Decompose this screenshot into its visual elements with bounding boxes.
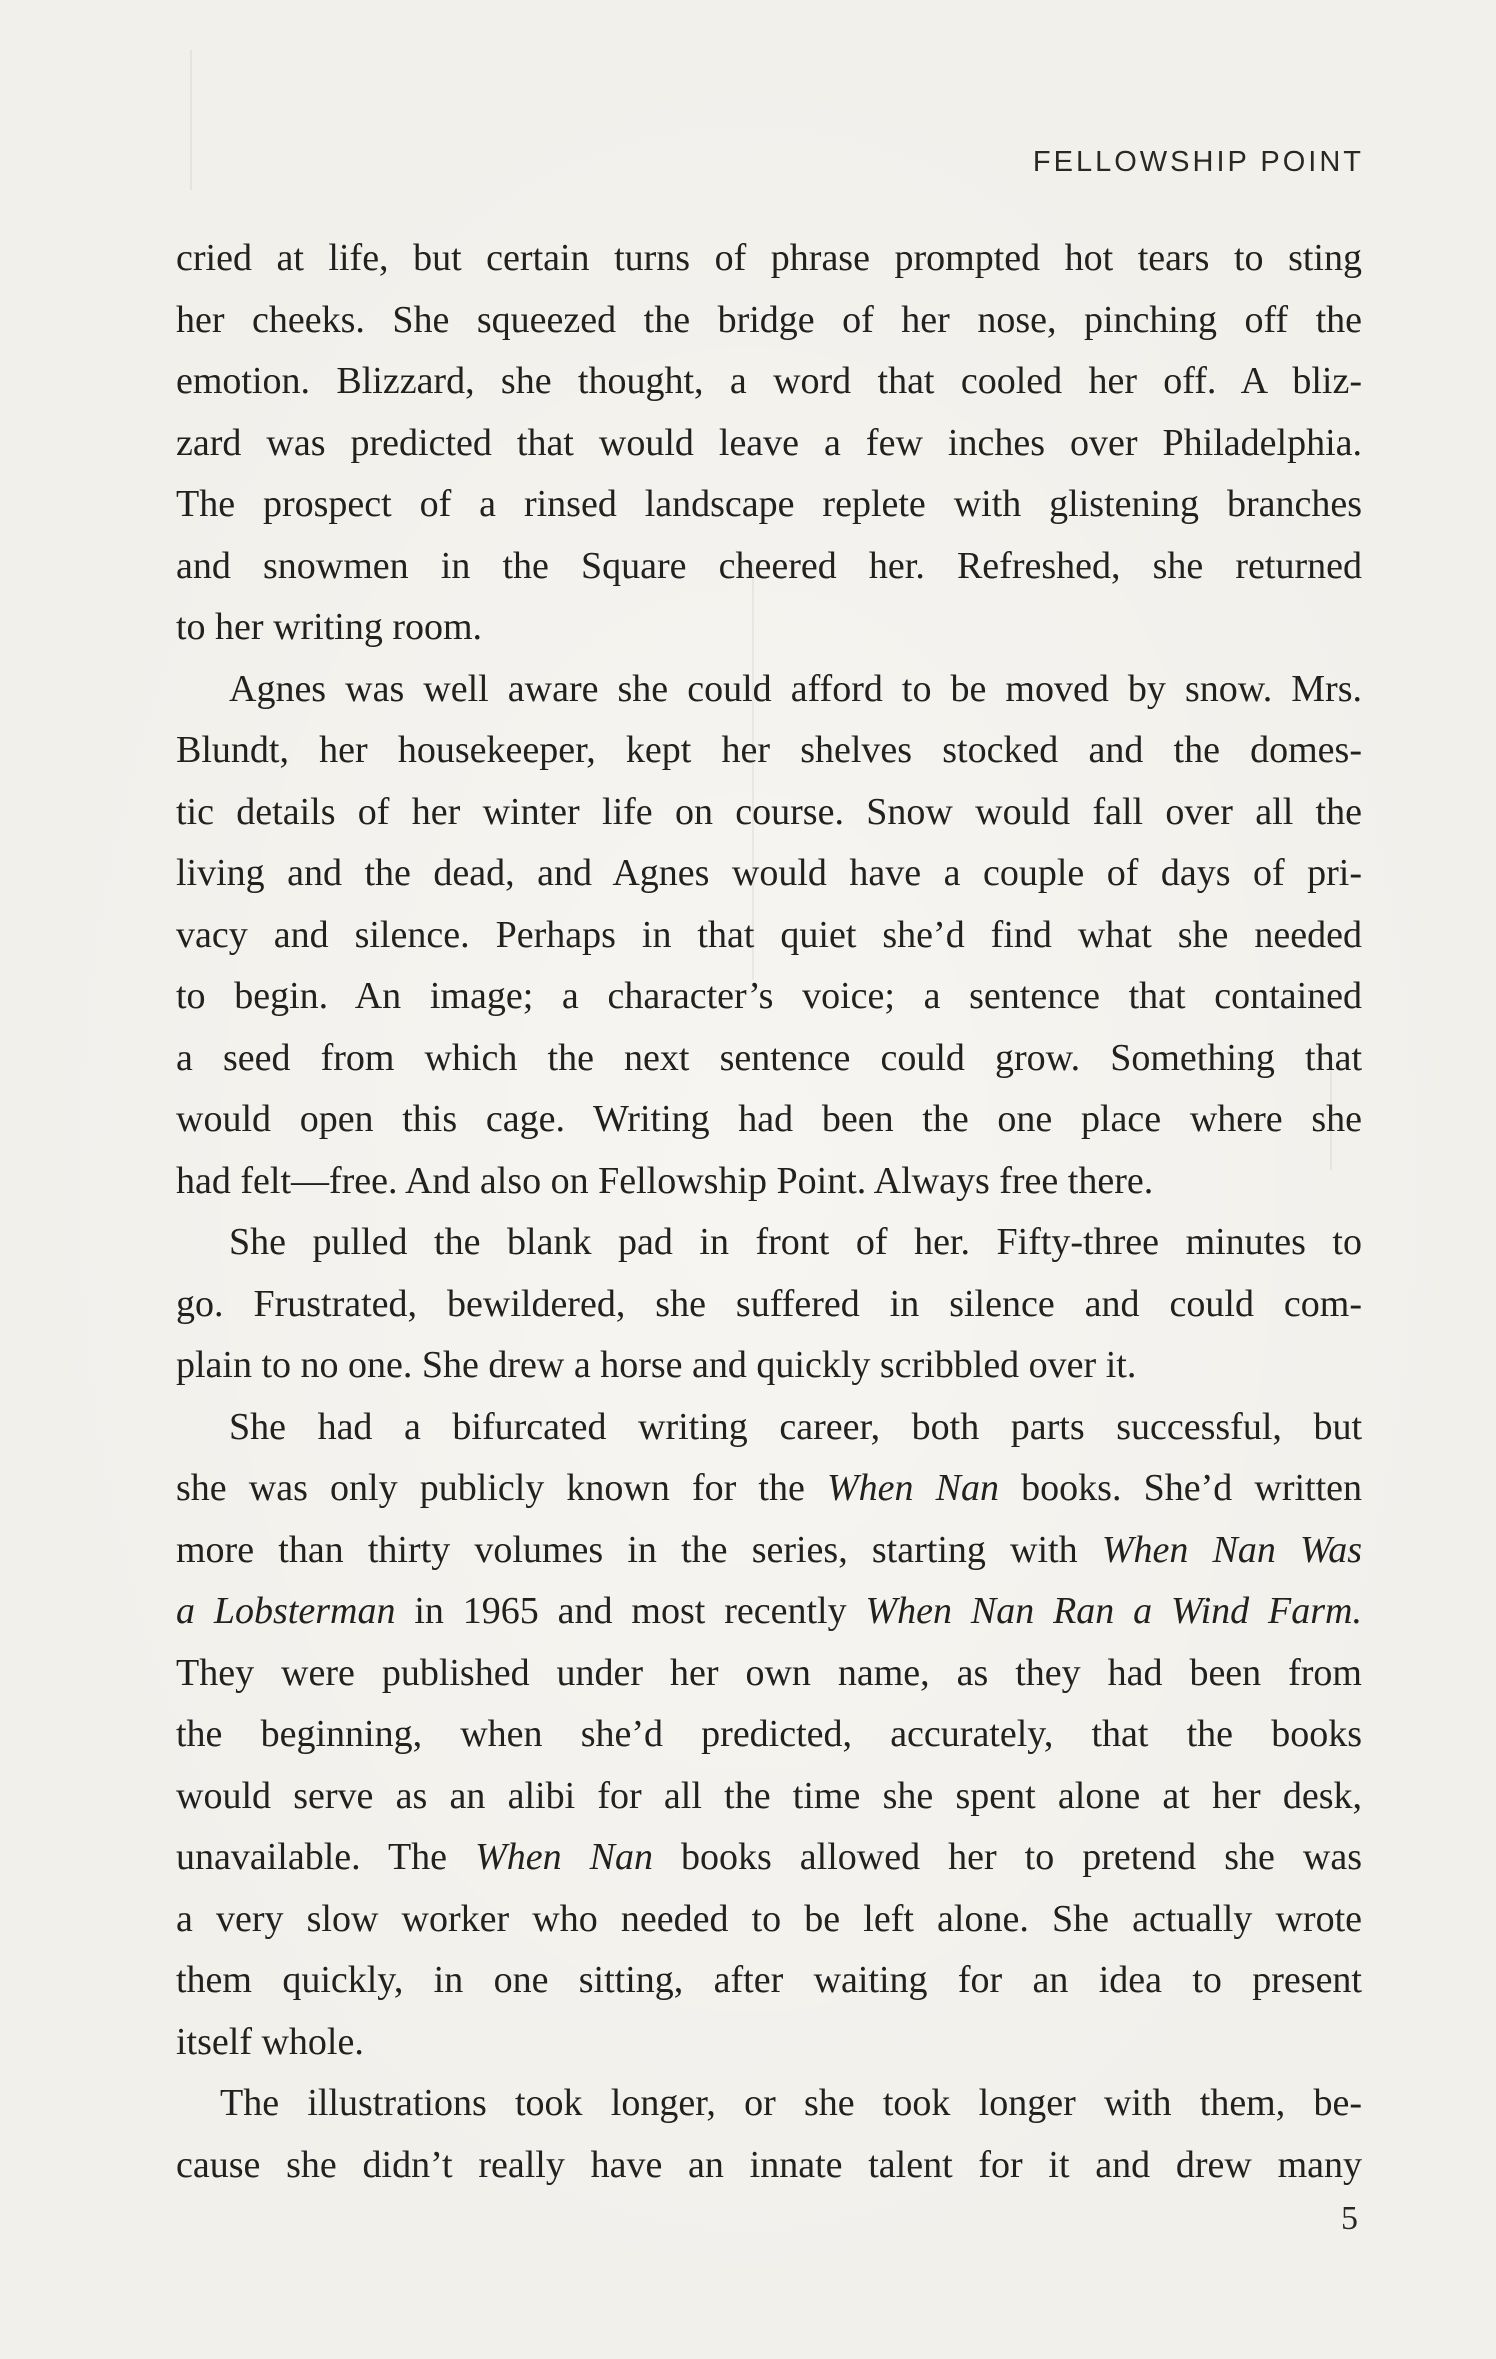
- text-line: [176, 228, 1362, 290]
- text-line: [176, 905, 1362, 967]
- text-run: books. She’d written: [999, 1467, 1363, 1509]
- text-run: The prospect of a rinsed landscape replete with glistening branches: [176, 483, 1362, 525]
- text-run: unavailable. The: [176, 1836, 476, 1878]
- text-run: in 1965 and most recently: [395, 1590, 866, 1632]
- text-run: and snowmen in the Square cheered her. Refreshed, she returned: [176, 544, 1362, 587]
- text-run: a very slow worker who needed to be left alone. She actually wrote: [176, 1897, 1362, 1940]
- page-number: 5: [1341, 2200, 1358, 2237]
- text-run: zard was predicted that would leave a few inches over Philadelphia.: [176, 421, 1362, 464]
- text-run: would open this cage. Writing had been the one place where she: [176, 1098, 1362, 1140]
- text-line: [176, 2073, 1362, 2135]
- italic-title: When Nan Ran a Wind Farm.: [865, 1590, 1362, 1632]
- text-run: The illustrations took longer, or she took longer with them, be-: [220, 2082, 1362, 2124]
- text-line: [176, 2012, 1362, 2074]
- text-run: emotion. Blizzard, she thought, a word that cooled her off. A bliz-: [176, 360, 1362, 402]
- text-line: [176, 720, 1362, 782]
- text-run: her cheeks. She squeezed the bridge of her nose, pinching off the: [176, 298, 1362, 341]
- text-line: [176, 1704, 1362, 1766]
- text-line: [176, 1766, 1362, 1828]
- text-run: Agnes was well aware she could afford to be moved by snow. Mrs.: [229, 667, 1362, 710]
- text-run: books allowed her to pretend she was: [652, 1836, 1362, 1878]
- text-line: [176, 2135, 1362, 2197]
- text-line: [176, 1274, 1362, 1336]
- italic-title: a Lobsterman: [176, 1590, 396, 1632]
- text-line: [176, 1397, 1362, 1459]
- text-line: [176, 536, 1362, 598]
- text-line: [176, 1458, 1362, 1520]
- italic-title: When Nan Was: [1101, 1528, 1363, 1571]
- text-run: a seed from which the next sentence could grow. Something that: [176, 1036, 1362, 1079]
- text-run: plain to no one. She drew a horse and quickly scribbled over it.: [176, 1344, 1137, 1386]
- text-line: [176, 966, 1362, 1028]
- text-run: the beginning, when she’d predicted, accurately, that the books: [176, 1713, 1362, 1755]
- text-line: [176, 1212, 1362, 1274]
- text-run: more than thirty volumes in the series, starting with: [176, 1528, 1102, 1571]
- text-line: [176, 1889, 1362, 1951]
- text-run: living and the dead, and Agnes would have a couple of days of pri-: [176, 852, 1362, 894]
- running-head: FELLOWSHIP POINT: [1032, 146, 1364, 178]
- text-run: them quickly, in one sitting, after waiting for an idea to present: [176, 1959, 1362, 2001]
- text-line: [176, 1520, 1362, 1582]
- text-line: [176, 290, 1362, 352]
- text-line: [176, 1089, 1362, 1151]
- text-run: cause she didn’t really have an innate talent for it and drew many: [176, 2143, 1362, 2186]
- text-run: would serve as an alibi for all the time she spent alone at her desk,: [176, 1774, 1362, 1817]
- text-run: cried at life, but certain turns of phrase prompted hot tears to sting: [176, 237, 1362, 279]
- body-text: [176, 228, 1362, 2196]
- scan-artifact: [1330, 1050, 1332, 1170]
- text-line: [176, 1151, 1362, 1213]
- text-run: tic details of her winter life on course. Snow would fall over all the: [176, 790, 1362, 833]
- text-line: [176, 659, 1362, 721]
- text-line: [176, 1950, 1362, 2012]
- text-run: to her writing room.: [176, 606, 483, 648]
- text-run: vacy and silence. Perhaps in that quiet she’d find what she needed: [176, 913, 1362, 956]
- text-line: [176, 1827, 1362, 1889]
- scan-artifact: [190, 50, 192, 190]
- text-line: [176, 782, 1362, 844]
- text-run: to begin. An image; a character’s voice; a sentence that contained: [176, 975, 1362, 1017]
- text-line: [176, 1581, 1362, 1643]
- text-line: [176, 474, 1362, 536]
- italic-title: When Nan: [475, 1836, 653, 1878]
- text-run: She pulled the blank pad in front of her. Fifty-three minutes to: [229, 1221, 1362, 1263]
- text-line: [176, 1643, 1362, 1705]
- text-line: [176, 413, 1362, 475]
- text-line: [176, 843, 1362, 905]
- italic-title: When Nan: [827, 1467, 1000, 1509]
- text-run: Blundt, her housekeeper, kept her shelves stocked and the domes-: [176, 729, 1362, 771]
- text-run: They were published under her own name, as they had been from: [176, 1651, 1362, 1694]
- text-line: [176, 597, 1362, 659]
- text-run: itself whole.: [176, 2020, 364, 2063]
- scan-artifact: [752, 560, 754, 980]
- text-run: she was only publicly known for the: [176, 1467, 827, 1509]
- text-line: [176, 1335, 1362, 1397]
- text-run: She had a bifurcated writing career, both parts successful, but: [229, 1405, 1362, 1448]
- text-line: [176, 351, 1362, 413]
- text-line: [176, 1028, 1362, 1090]
- text-run: had felt—free. And also on Fellowship Point. Always free there.: [176, 1159, 1154, 1202]
- text-run: go. Frustrated, bewildered, she suffered in silence and could com-: [176, 1282, 1362, 1325]
